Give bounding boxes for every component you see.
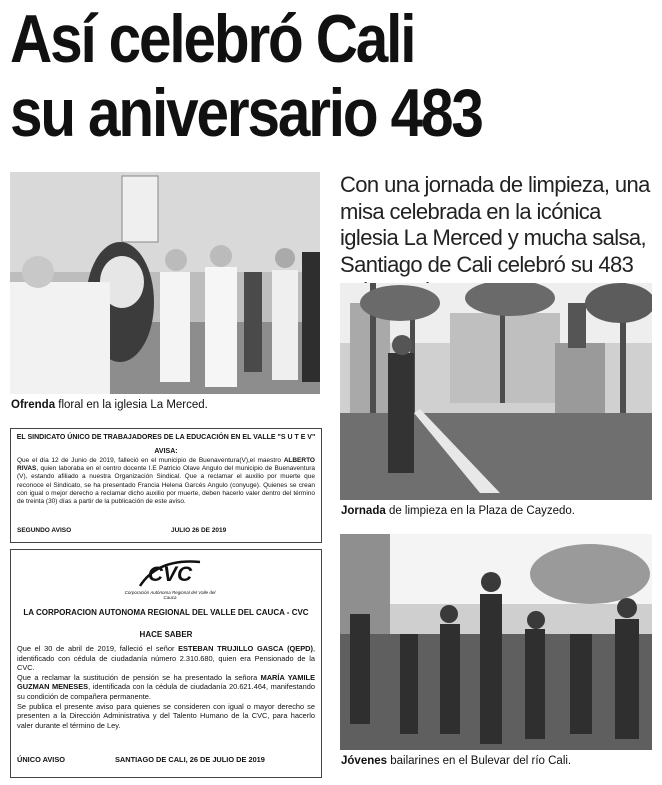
notice-cvc-p2-pre: Que a reclamar la sustitución de pensión se ha presentado la señora: [17, 672, 261, 682]
notice-cvc-p2-post: , identificada con la cédula de ciudadanía 20.621.464, manifestando su condición de compañera permanente.: [17, 682, 315, 701]
caption-jornada-text: de limpieza en la Plaza de Cayzedo.: [385, 505, 575, 517]
photo-ofrenda-image: [10, 172, 320, 394]
notice-sutev-body: [11, 455, 321, 506]
caption-jovenes-bold: Jóvenes: [341, 755, 388, 767]
headline-line-2: su aniversario 483: [10, 75, 482, 151]
caption-ofrenda-bold: Ofrenda: [11, 399, 56, 411]
notice-cvc-paragraph-2: [17, 673, 315, 702]
photo-jovenes-image: [340, 534, 652, 750]
notice-cvc-foot-right: SANTIAGO DE CALI, 26 DE JULIO DE 2019: [115, 755, 265, 764]
notice-sutev-title: EL SINDICATO ÚNICO DE TRABAJADORES DE LA EDUCACIÓN EN EL VALLE "S U T E V": [16, 434, 316, 441]
notice-cvc: [10, 549, 322, 778]
photo-jornada: [340, 283, 652, 500]
photo-jovenes: [340, 534, 652, 750]
photo-ofrenda: [10, 172, 320, 394]
cvc-logo: [138, 556, 202, 590]
caption-jovenes-text: bailarines en el Bulevar del río Cali.: [387, 755, 572, 767]
notice-cvc-org: LA CORPORACION AUTONOMA REGIONAL DEL VALLE DEL CAUCA - CVC: [23, 608, 309, 617]
cvc-logo-text: CVC: [147, 563, 193, 586]
notice-sutev: [10, 428, 322, 543]
caption-ofrenda-text: floral en la iglesia La Merced.: [55, 399, 208, 411]
notice-sutev-body-post: , quien laboraba en el centro docente I.E Patricio Olave Angulo del municipio de Buenaventura (V), estando afiliado a nuestra Organización Sindical. Que a reclamar el auxilio por muerte que reconoce el Sindicato, se ha presentado Francia Helena Garcés Angulo (conyuge). Quienes se crean con igual o mejor derecho a reclamar dicho auxilio por muerte, deben hacerlo valer dentro del término de treinta (30) días a partir de la publicación de este aviso.: [17, 465, 315, 506]
notice-cvc-p1-name: ESTEBAN TRUJILLO GASCA (QEPD): [178, 644, 313, 653]
notice-cvc-paragraph-3: Se publica el presente aviso para quienes se consideren con igual o mayor derecho se presenten a la Dirección Administrativa y del Talento Humano de la CVC, para hacerlo valer durante el término de Ley.: [17, 701, 315, 730]
photo-jornada-image: [340, 283, 652, 500]
notice-cvc-p1-post: , identificado con cédula de ciudadanía número 2.310.680, quien era Pensionado de la CVC.: [17, 644, 316, 673]
headline: [10, 2, 569, 150]
notice-cvc-p2-name: MARÍA YAMILE GUZMAN MENESES: [17, 672, 315, 692]
notice-sutev-body-name: ALBERTO RIVAS: [17, 457, 315, 473]
notice-cvc-foot-left: ÚNICO AVISO: [17, 755, 66, 764]
cvc-logo-subtitle: Corporación Autónoma Regional del Valle del Cauca: [124, 590, 216, 600]
notice-cvc-subtitle: HACE SABER: [139, 630, 193, 639]
notice-cvc-p1-pre: Que el 30 de abril de 2019, falleció el señor: [17, 644, 179, 653]
notice-cvc-paragraph-1: [17, 644, 315, 673]
caption-jornada: [341, 504, 575, 518]
article-dek: Con una jornada de limpieza, una misa celebrada en la icónica iglesia La Merced y mucha salsa, Santiago de Cali celebró su 483: [340, 172, 650, 277]
notice-sutev-body-pre: Que el día 12 de Junio de 2019, falleció en el municipio de Buenaventura(V),el maestro: [17, 457, 284, 464]
notice-sutev-subtitle: AVISA:: [154, 448, 178, 455]
headline-line-1: Así celebró Cali: [10, 1, 415, 77]
caption-jovenes: [341, 754, 571, 768]
caption-ofrenda: [11, 398, 208, 412]
notice-cvc-body: [17, 644, 315, 730]
notice-sutev-foot-right: JULIO 26 DE 2019: [171, 527, 227, 534]
notice-sutev-foot-left: SEGUNDO AVISO: [17, 527, 72, 534]
caption-jornada-bold: Jornada: [341, 505, 386, 517]
